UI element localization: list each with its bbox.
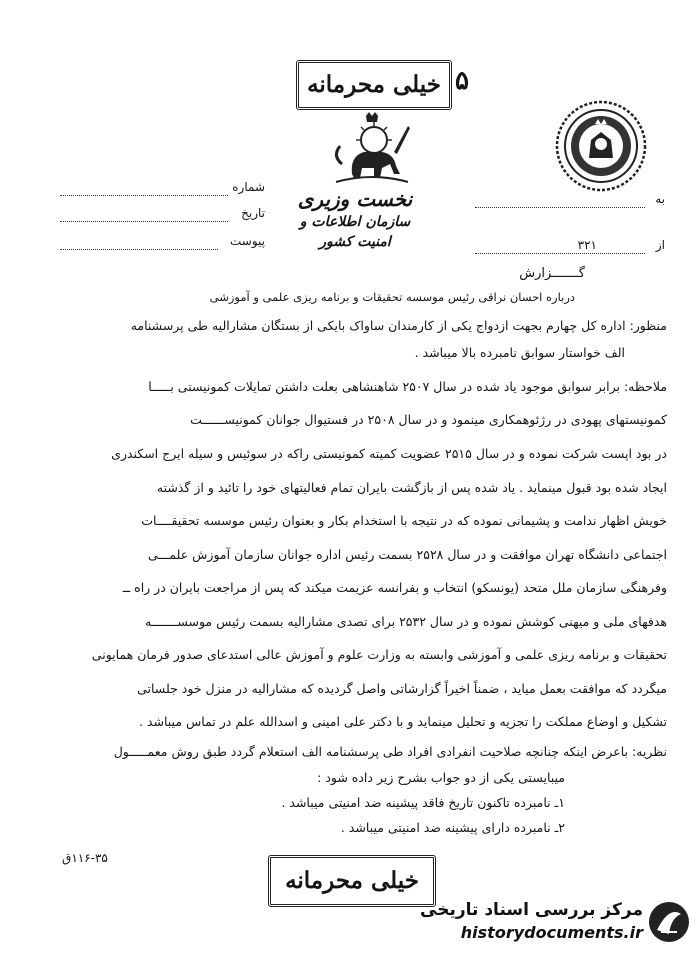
- from-field: [475, 236, 665, 258]
- organization-line1: نخست وزیری: [297, 187, 413, 211]
- classification-stamp-top: خیلی محرمانه: [296, 60, 452, 110]
- body-line-16: ۱ـ نامبرده تاکنون تاریخ فاقد پیشینه ضد امنیتی میباشد .: [281, 795, 565, 810]
- body-line-6: ایجاد شده بود قبول مینماید . یاد شده پس از بازگشت بایران تمام فعالیتهای خود را تائید و از گذشته: [156, 480, 667, 495]
- classification-stamp-bottom: خیلی محرمانه: [268, 855, 436, 907]
- body-line-8: اجتماعی دانشگاه تهران موافقت و در سال ۲۵۲۸ بسمت رئیس اداره جوانان سازمان آموزش علمـــی: [147, 547, 667, 562]
- organization-line2: سازمان اطلاعات و امنیت کشور: [299, 214, 411, 250]
- to-field: [475, 190, 665, 212]
- from-value: ۳۲۱: [577, 238, 597, 252]
- body-line-17: ۲ـ نامبرده دارای پیشینه ضد امنیتی میباشد .: [340, 820, 565, 835]
- body-line-15: میبایستی یکی از دو جواب بشرح زیر داده شود :: [317, 770, 565, 785]
- number-label: شماره: [232, 180, 265, 194]
- organization-name: [295, 186, 415, 252]
- body-line-7: خویش اظهار ندامت و پشیمانی نموده که در نتیجه با استخدام بکار و بعنوان رئیس موسسه تحقیقــــات: [141, 513, 667, 528]
- subject-line: درباره احسان نراقی رئیس موسسه تحقیقات و برنامه ریزی علمی و آموزشی: [209, 290, 575, 304]
- body-line-12: میگردد که موافقت بعمل میاید ، ضمناً اخیراً گزارشاتی واصل گردیده که مشارالیه در منزل خود جلساتی: [137, 681, 667, 696]
- round-seal-icon: [555, 100, 647, 192]
- watermark-logo-icon: [647, 900, 691, 944]
- body-line-5: در بود اپست شرکت نموده و در سال ۲۵۱۵ عضویت کمیته کمونیستی راکه در سوئیس و سیله ایرج اسکندری: [111, 446, 667, 461]
- number-field: [60, 178, 265, 200]
- copy-number: ۵: [455, 66, 469, 96]
- body-line-3: ملاحظه: برابر سوابق موجود یاد شده در سال ۲۵۰۷ شاهنشاهی بعلت داشتن تمایلات کمونیستی بـــــا: [148, 379, 667, 394]
- to-label: به: [655, 192, 665, 206]
- date-field: [60, 204, 265, 226]
- attachment-field: [60, 232, 265, 254]
- date-label: تاریخ: [241, 206, 265, 220]
- body-line-10: هدفهای ملی و میهنی کوشش نموده و در سال ۲۵۳۲ برای تصدی مشارالیه بسمت رئیس موسســـــــه: [145, 614, 667, 629]
- watermark: [415, 898, 695, 948]
- body-line-11: تحقیقات و برنامه ریزی علمی و آموزشی وابسته به وزارت علوم و آموزش عالی استدعای صدور فرمان همایونی: [91, 647, 667, 662]
- body-line-2: الف خواستار سوابق نامبرده بالا میباشد .: [414, 345, 625, 360]
- lion-and-sun-emblem-icon: [322, 112, 422, 187]
- body-line-1: منظور: اداره کل چهارم بجهت ازدواج یکی از کارمندان ساواک بایکی از بستگان مشارالیه طی پرسشنامه: [130, 318, 667, 333]
- report-title: گـــــــزارش: [519, 266, 585, 281]
- body-line-14: نظریه: باعرض اینکه چنانچه صلاحیت انفرادی افراد طی پرسشنامه الف استعلام گردد طبق روش معمـــــول: [113, 744, 667, 759]
- body-line-4: کمونیستهای پهودی در رژئوهمکاری مینمود و در سال ۲۵۰۸ در فستیوال جوانان کمونیســــــت: [190, 412, 667, 427]
- from-label: از: [655, 238, 665, 252]
- attachment-label: پیوست: [230, 234, 265, 248]
- body-line-13: تشکیل و اوضاع مملکت را تجزیه و تحلیل مینماید و با دکتر علی امینی و اسدالله علم در تماس میباشد .: [139, 714, 667, 729]
- footer-code: ۱۱۶-۳۵ق: [62, 851, 108, 865]
- body-line-9: وفرهنگی سازمان ملل متحد (یونسکو) انتخاب و بفرانسه عزیمت میکند که پس از مراجعت بایران در راه ــ: [122, 580, 667, 595]
- watermark-url: historydocuments.ir: [460, 923, 643, 942]
- watermark-title: مرکز بررسی اسناد تاریخی: [420, 900, 643, 920]
